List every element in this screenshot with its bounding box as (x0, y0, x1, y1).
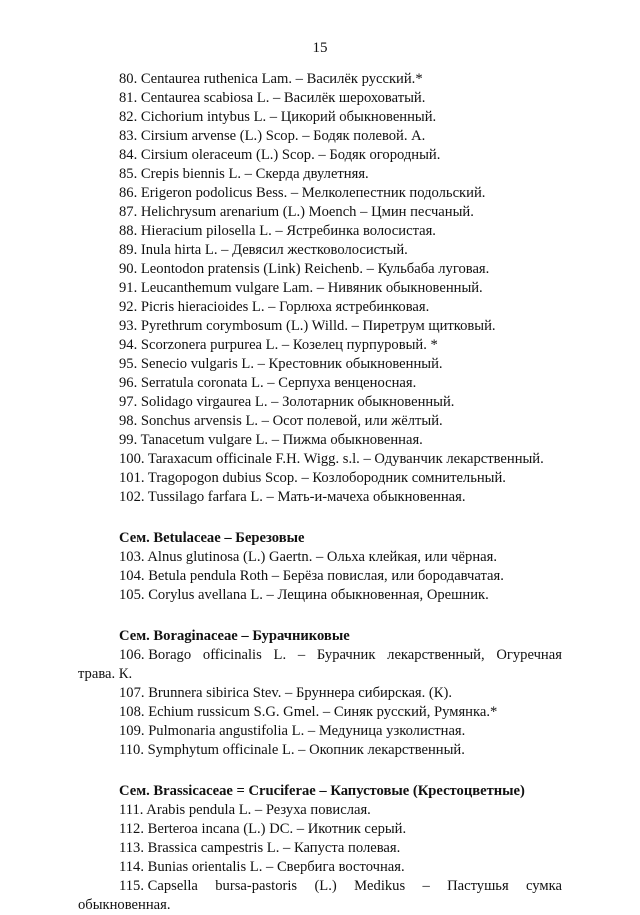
word: 106. Borago (119, 647, 192, 663)
family-heading-boraginaceae: Сем. Boraginaceae – Бурачниковые (119, 628, 350, 644)
list-item-justified (0, 877, 640, 896)
list-item: 105. Corylus avellana L. – Лещина обыкновенная, Орешник. (119, 587, 489, 603)
section-spacer (0, 507, 640, 529)
word: – (422, 878, 430, 894)
word: Пастушья (447, 878, 509, 894)
list-item: 107. Brunnera sibirica Stev. – Бруннера сибирская. (К). (119, 685, 453, 701)
list-item: 91. Leucanthemum vulgare Lam. – Нивяник обыкновенный. (119, 280, 483, 296)
list-item: 83. Cirsium arvense (L.) Scop. – Бодяк полевой. А. (119, 128, 426, 144)
list-item: 95. Senecio vulgaris L. – Крестовник обыкновенный. (119, 356, 443, 372)
list-item: 94. Scorzonera purpurea L. – Козелец пурпуровый. * (119, 337, 438, 353)
list-item: 104. Betula pendula Roth – Берёза повислая, или бородавчатая. (119, 568, 504, 584)
word: Огуречная (496, 647, 562, 663)
list-item: 113. Brassica campestris L. – Капуста полевая. (119, 840, 401, 856)
list-item: 88. Hieracium pilosella L. – Ястребинка волосистая. (119, 223, 436, 239)
list-item: 90. Leontodon pratensis (Link) Reichenb. – Кульбаба луговая. (119, 261, 490, 277)
species-list (0, 70, 640, 915)
list-item: 96. Serratula coronata L. – Серпуха венценосная. (119, 375, 417, 391)
page-number: 15 (312, 40, 328, 56)
list-item: 81. Centaurea scabiosa L. – Василёк шероховатый. (119, 90, 426, 106)
list-item: 80. Centaurea ruthenica Lam. – Василёк русский.* (119, 71, 423, 87)
word: officinalis (202, 647, 262, 663)
word: Medikus (354, 878, 406, 894)
family-heading-betulaceae: Сем. Betulaceae – Березовые (119, 530, 305, 546)
list-item: 93. Pyrethrum corymbosum (L.) Willd. – Пиретрум щитковый. (119, 318, 496, 334)
family-heading-brassicaceae: Сем. Brassicaceae = Cruciferae – Капустовые (Крестоцветные) (119, 783, 525, 799)
list-item: 100. Taraxacum officinale F.H. Wigg. s.l. – Одуванчик лекарственный. (119, 451, 544, 467)
list-item: 108. Echium russicum S.G. Gmel. – Синяк русский, Румянка.* (119, 704, 498, 720)
list-item: 84. Cirsium oleraceum (L.) Scop. – Бодяк огородный. (119, 147, 441, 163)
list-item: 102. Tussilago farfara L. – Мать-и-мачеха обыкновенная. (119, 489, 466, 505)
list-item-justified (0, 646, 640, 665)
list-item: 111. Arabis pendula L. – Резуха повислая. (119, 802, 371, 818)
list-item: 86. Erigeron podolicus Bess. – Мелколепестник подольский. (119, 185, 486, 201)
word: bursa-pastoris (215, 878, 298, 894)
list-item: 97. Solidago virgaurea L. – Золотарник обыкновенный. (119, 394, 455, 410)
list-item: 89. Inula hirta L. – Девясил жестковолосистый. (119, 242, 408, 258)
list-item: 101. Tragopogon dubius Scop. – Козлобородник сомнительный. (119, 470, 506, 486)
word: (L.) (314, 878, 337, 894)
list-item: 99. Tanacetum vulgare L. – Пижма обыкновенная. (119, 432, 423, 448)
list-item: 109. Pulmonaria angustifolia L. – Медуница узколистная. (119, 723, 466, 739)
list-item: 103. Alnus glutinosa (L.) Gaertn. – Ольха клейкая, или чёрная. (119, 549, 497, 565)
list-item: 85. Crepis biennis L. – Скерда двулетняя. (119, 166, 369, 182)
list-item: 110. Symphytum officinale L. – Окопник лекарственный. (119, 742, 465, 758)
word: 115. Capsella (119, 878, 198, 894)
word: сумка (526, 878, 562, 894)
word: L. (273, 647, 287, 663)
list-item-continuation: трава. К. (78, 666, 133, 682)
list-item: 87. Helichrysum arenarium (L.) Moench – Цмин песчаный. (119, 204, 474, 220)
list-item: 82. Cichorium intybus L. – Цикорий обыкновенный. (119, 109, 437, 125)
list-item: 98. Sonchus arvensis L. – Осот полевой, или жёлтый. (119, 413, 443, 429)
word: лекарственный, (387, 647, 485, 663)
section-spacer (0, 605, 640, 627)
word: Бурачник (316, 647, 376, 663)
list-item: 92. Picris hieracioides L. – Горлюха ястребинковая. (119, 299, 430, 315)
word: – (297, 647, 306, 663)
list-item: 114. Bunias orientalis L. – Свербига восточная. (119, 859, 405, 875)
list-item: 112. Berteroa incana (L.) DC. – Икотник серый. (119, 821, 407, 837)
section-spacer (0, 760, 640, 782)
list-item-continuation: обыкновенная. (78, 897, 171, 913)
